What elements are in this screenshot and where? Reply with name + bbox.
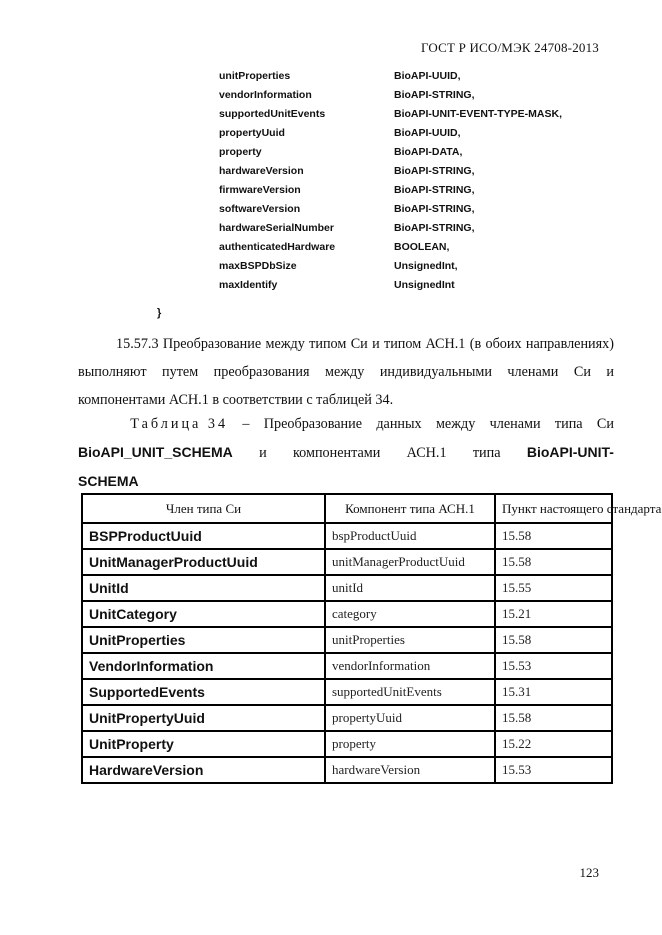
- caption-word: Преобразование: [263, 416, 363, 432]
- clause-cell: 15.21: [495, 601, 612, 627]
- caption-word: между: [435, 416, 476, 432]
- code-member-type: BioAPI-STRING,: [394, 89, 475, 101]
- caption-line-3: [78, 467, 614, 496]
- c-member-cell: VendorInformation: [82, 653, 325, 679]
- c-member-cell: UnitProperties: [82, 627, 325, 653]
- code-member-type: BioAPI-STRING,: [394, 203, 475, 215]
- table-row: [82, 549, 612, 575]
- code-member-name: property: [219, 146, 262, 158]
- asn-component-cell: vendorInformation: [325, 653, 495, 679]
- clause-cell: 15.22: [495, 731, 612, 757]
- code-member-name: vendorInformation: [219, 89, 312, 101]
- asn-component-cell: property: [325, 731, 495, 757]
- code-member-name: authenticatedHardware: [219, 241, 336, 253]
- table-row: [82, 731, 612, 757]
- code-member-name: propertyUuid: [219, 127, 285, 139]
- asn1-code-block: [219, 68, 562, 296]
- code-row: [219, 144, 562, 163]
- caption-line-2: [78, 438, 614, 467]
- table-header-row: [82, 494, 612, 523]
- caption-word: типа: [472, 445, 501, 461]
- table-row: [82, 653, 612, 679]
- standard-header: ГОСТ Р ИСО/МЭК 24708-2013: [420, 40, 599, 55]
- code-row: [219, 220, 562, 239]
- asn-component-cell: bspProductUuid: [325, 523, 495, 549]
- table-row: [82, 679, 612, 705]
- caption-word: и: [259, 445, 267, 461]
- code-member-type: BioAPI-UNIT-EVENT-TYPE-MASK,: [394, 108, 563, 120]
- code-row: [219, 258, 562, 277]
- caption-dash: –: [242, 416, 250, 432]
- c-member-cell: HardwareVersion: [82, 757, 325, 783]
- c-member-cell: SupportedEvents: [82, 679, 325, 705]
- code-member-type: UnsignedInt,: [394, 260, 458, 272]
- c-member-cell: UnitCategory: [82, 601, 325, 627]
- asn-component-cell: unitManagerProductUuid: [325, 549, 495, 575]
- code-member-name: softwareVersion: [219, 203, 301, 215]
- code-row: [219, 163, 562, 182]
- header-asn-component: Компонент типа АСН.1: [325, 494, 495, 523]
- caption-word: компонентами: [292, 445, 381, 461]
- caption-line-1: [78, 410, 614, 438]
- table-row: [82, 705, 612, 731]
- code-row: [219, 68, 562, 87]
- code-member-name: unitProperties: [219, 70, 291, 82]
- code-member-type: BioAPI-STRING,: [394, 184, 475, 196]
- clause-cell: 15.58: [495, 523, 612, 549]
- code-member-type: BioAPI-STRING,: [394, 165, 475, 177]
- clause-cell: 15.53: [495, 757, 612, 783]
- code-row: [219, 182, 562, 201]
- clause-cell: 15.53: [495, 653, 612, 679]
- code-row: [219, 239, 562, 258]
- caption-word: АСН.1: [406, 445, 447, 461]
- asn-component-cell: propertyUuid: [325, 705, 495, 731]
- c-member-cell: UnitProperty: [82, 731, 325, 757]
- asn-component-cell: unitProperties: [325, 627, 495, 653]
- header-c-member: Член типа Си: [82, 494, 325, 523]
- code-row: [219, 277, 562, 296]
- c-member-cell: UnitManagerProductUuid: [82, 549, 325, 575]
- asn-component-cell: category: [325, 601, 495, 627]
- code-member-name: maxIdentify: [219, 279, 278, 291]
- asn-component-cell: hardwareVersion: [325, 757, 495, 783]
- clause-cell: 15.55: [495, 575, 612, 601]
- caption-word: типа: [554, 416, 583, 432]
- caption-struct-name: BioAPI_UNIT_SCHEMA: [78, 444, 233, 460]
- code-member-type: BioAPI-STRING,: [394, 222, 475, 234]
- table-row: [82, 757, 612, 783]
- caption-word: Си: [596, 416, 614, 432]
- header-clause: Пункт настоящего стандарта: [495, 494, 612, 523]
- closing-brace: }: [157, 307, 162, 319]
- code-member-type: UnsignedInt: [394, 279, 455, 291]
- code-member-type: BOOLEAN,: [394, 241, 450, 253]
- clause-cell: 15.58: [495, 549, 612, 575]
- caption-asn-type-cont: SCHEMA: [78, 473, 139, 489]
- c-member-cell: UnitId: [82, 575, 325, 601]
- table-row: [82, 575, 612, 601]
- c-member-cell: BSPProductUuid: [82, 523, 325, 549]
- table-row: [82, 627, 612, 653]
- caption-asn-type: BioAPI-UNIT-: [526, 444, 614, 460]
- code-row: [219, 106, 562, 125]
- table-caption: [78, 410, 614, 496]
- code-member-name: hardwareSerialNumber: [219, 222, 334, 234]
- clause-cell: 15.58: [495, 627, 612, 653]
- caption-word: членами: [489, 416, 541, 432]
- clause-cell: 15.58: [495, 705, 612, 731]
- body-paragraph: [78, 330, 614, 414]
- code-member-name: firmwareVersion: [219, 184, 301, 196]
- asn-component-cell: unitId: [325, 575, 495, 601]
- page-number: 123: [579, 865, 599, 880]
- paragraph-text: 15.57.3 Преобразование между типом Си и типом АСН.1 (в обоих направлениях) выполняют путем преобразования между индивидуальными членами Си и компонентами АСН.1 в соответствии с таблицей 34.: [78, 336, 614, 408]
- code-row: [219, 201, 562, 220]
- c-member-cell: UnitPropertyUuid: [82, 705, 325, 731]
- code-member-name: maxBSPDbSize: [219, 260, 297, 272]
- table-row: [82, 601, 612, 627]
- code-member-type: BioAPI-UUID,: [394, 127, 461, 139]
- code-member-name: hardwareVersion: [219, 165, 304, 177]
- code-row: [219, 125, 562, 144]
- caption-label: Таблица 34: [130, 416, 229, 432]
- mapping-table: [81, 493, 662, 784]
- table-row: [82, 523, 612, 549]
- code-member-name: supportedUnitEvents: [219, 108, 326, 120]
- code-row: [219, 87, 562, 106]
- caption-word: данных: [376, 416, 422, 432]
- code-member-type: BioAPI-DATA,: [394, 146, 463, 158]
- clause-cell: 15.31: [495, 679, 612, 705]
- asn-component-cell: supportedUnitEvents: [325, 679, 495, 705]
- code-member-type: BioAPI-UUID,: [394, 70, 461, 82]
